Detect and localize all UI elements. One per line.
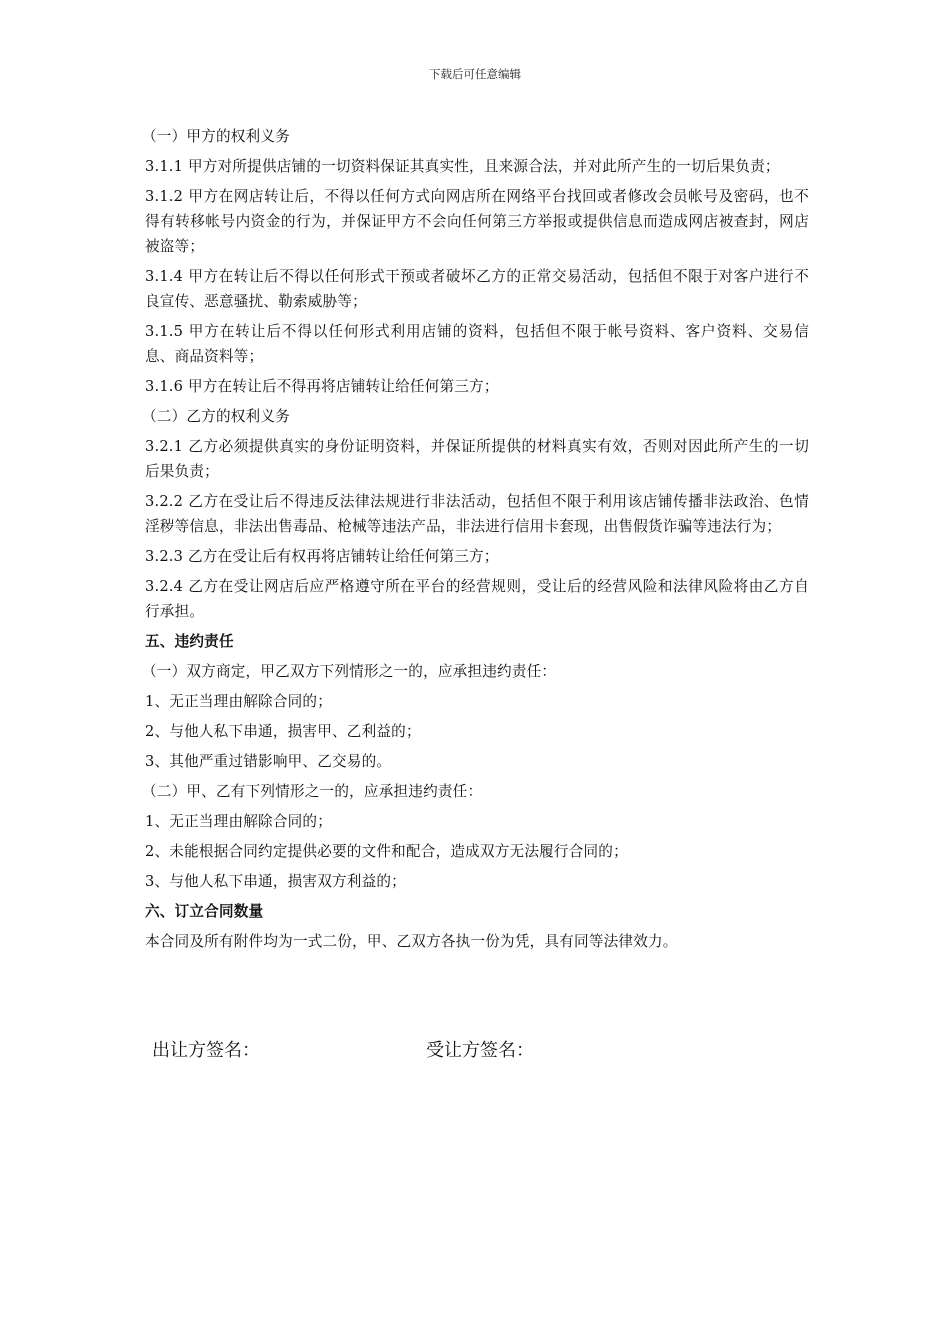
breach-item-1-3: 3、其他严重过错影响甲、乙交易的。 xyxy=(145,753,392,770)
breach-item-1-1: 1、无正当理由解除合同的； xyxy=(145,693,333,710)
breach-item-2-2: 2、未能根据合同约定提供必要的文件和配合，造成双方无法履行合同的； xyxy=(145,843,628,860)
contract-body xyxy=(142,124,809,959)
section-heading-party-a: （一）甲方的权利义务 xyxy=(142,128,290,145)
clause-3-2-3: 3.2.3 乙方在受让后有权再将店铺转让给任何第三方； xyxy=(145,548,499,565)
signature-block xyxy=(152,1036,812,1066)
clause-3-1-2: 3.1.2 甲方在网店转让后，不得以任何方式向网店所在网络平台找回或者修改会员帐号及密码，也不得有转移帐号内资金的行为，并保证甲方不会向任何第三方举报或提供信息而造成网店被查封，网店被盗等； xyxy=(145,188,809,255)
clause-3-1-5: 3.1.5 甲方在转让后不得以任何形式利用店铺的资料，包括但不限于帐号资料、客户资料、交易信息、商品资料等； xyxy=(145,323,809,365)
clause-3-1-6: 3.1.6 甲方在转让后不得再将店铺转让给任何第三方； xyxy=(145,378,499,395)
breach-item-2-3: 3、与他人私下串通，损害双方利益的； xyxy=(145,873,406,890)
copies-clause: 本合同及所有附件均为一式二份，甲、乙双方各执一份为凭，具有同等法律效力。 xyxy=(145,933,678,950)
breach-subsection-2: （二）甲、乙有下列情形之一的，应承担违约责任： xyxy=(142,783,483,800)
section-title-copies: 六、订立合同数量 xyxy=(145,903,264,920)
section-heading-party-b: （二）乙方的权利义务 xyxy=(142,408,290,425)
clause-3-2-2: 3.2.2 乙方在受让后不得违反法律法规进行非法活动，包括但不限于利用该店铺传播非法政治、色情淫秽等信息，非法出售毒品、枪械等违法产品，非法进行信用卡套现，出售假货诈骗等违法行为； xyxy=(145,493,809,535)
clause-3-1-4: 3.1.4 甲方在转让后不得以任何形式干预或者破坏乙方的正常交易活动，包括但不限于对客户进行不良宣传、恶意骚扰、勒索威胁等； xyxy=(145,268,809,310)
section-title-breach: 五、违约责任 xyxy=(145,633,234,650)
transferee-signature-label: 受让方签名： xyxy=(426,1040,534,1061)
clause-3-1-1: 3.1.1 甲方对所提供店铺的一切资料保证其真实性，且来源合法，并对此所产生的一切后果负责； xyxy=(145,158,780,175)
clause-3-2-1: 3.2.1 乙方必须提供真实的身份证明资料，并保证所提供的材料真实有效，否则对因此所产生的一切后果负责； xyxy=(145,438,809,480)
transferor-signature-label: 出让方签名： xyxy=(152,1040,260,1061)
clause-3-2-4: 3.2.4 乙方在受让网店后应严格遵守所在平台的经营规则，受让后的经营风险和法律风险将由乙方自行承担。 xyxy=(145,578,809,620)
breach-item-1-2: 2、与他人私下串通，损害甲、乙利益的； xyxy=(145,723,421,740)
breach-item-2-1: 1、无正当理由解除合同的； xyxy=(145,813,333,830)
header-note: 下载后可任意编辑 xyxy=(429,67,521,81)
breach-subsection-1: （一）双方商定，甲乙双方下列情形之一的，应承担违约责任： xyxy=(142,663,557,680)
